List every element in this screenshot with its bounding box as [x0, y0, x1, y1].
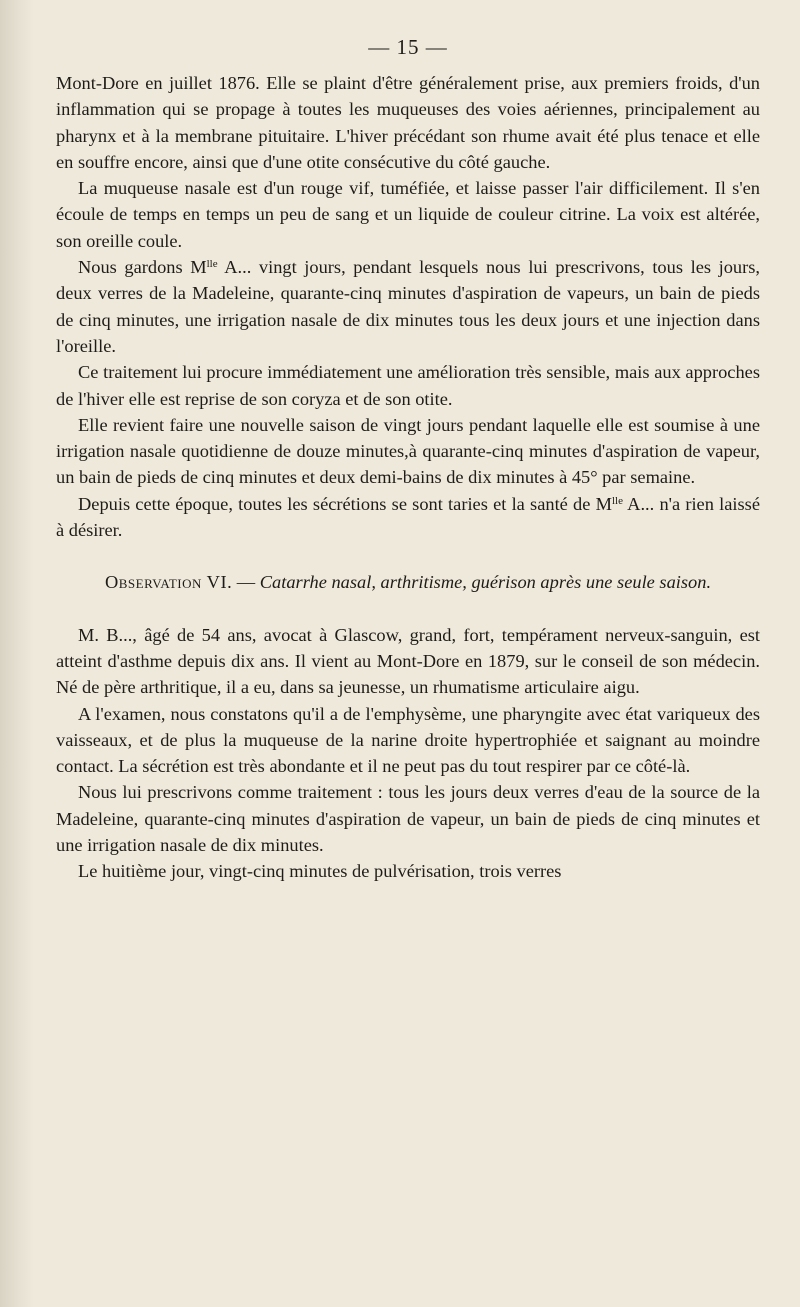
book-spine-shadow [0, 0, 34, 1307]
observation-title: Catarrhe nasal, arthritisme, guérison après une seule saison. [259, 572, 712, 593]
observation-heading: Observation VI. — Catarrhe nasal, arthritisme, guérison après une seule saison. [104, 572, 712, 593]
book-page [56, 34, 760, 885]
paragraph-5: Elle revient faire une nouvelle saison de vingt jours pendant laquelle elle est soumise à une irrigation nasale quotidienne de douze minutes,à quarante-cinq minutes d'aspiration de vapeur, un bain de pieds de cinq minutes et deux demi-bains de dix minutes à 45° par semaine. [56, 414, 760, 488]
page-number: — 15 — [368, 35, 448, 59]
paragraph-8: A l'examen, nous constatons qu'il a de l'emphysème, une pharyngite avec état variqueux des vaisseaux, et de plus la muqueuse de la narine droite hypertrophiée et saignant au moindre contact. La sécrétion est très abondante et il ne peut pas du tout respirer par ce côté-là. [56, 703, 760, 777]
paragraph-1: Mont-Dore en juillet 1876. Elle se plaint d'être généralement prise, aux premiers froids, d'un inflammation qui se propage à toutes les muqueuses des voies aériennes, principalement au pharynx et à la membrane pituitaire. L'hiver précédant son rhume avait été plus tenace et elle en souffre encore, ainsi que d'une otite consécutive du côté gauche. [56, 73, 760, 172]
paragraph-7: M. B..., âgé de 54 ans, avocat à Glascow, grand, fort, tempérament nerveux-sanguin, est atteint d'asthme depuis dix ans. Il vient au Mont-Dore en 1879, sur le conseil de son médecin. Né de père arthritique, il a eu, dans sa jeunesse, un rhumatisme articulaire aigu. [56, 624, 760, 698]
observation-label: Observation VI. [104, 572, 233, 593]
paragraph-4: Ce traitement lui procure immédiatement une amélioration très sensible, mais aux approches de l'hiver elle est reprise de son coryza et de son otite. [56, 362, 760, 409]
paragraph-9: Nous lui prescrivons comme traitement : tous les jours deux verres d'eau de la source de la Madeleine, quarante-cinq minutes d'aspiration de vapeur, un bain de pieds de cinq minutes et une irrigation nasale de dix minutes. [56, 782, 760, 856]
paragraph-2: La muqueuse nasale est d'un rouge vif, tuméfiée, et laisse passer l'air difficilement. Il s'en écoule de temps en temps un peu de sang et un liquide de couleur citrine. La voix est altérée, son oreille coule. [56, 178, 760, 251]
paragraph-10: Le huitième jour, vingt-cinq minutes de pulvérisation, trois verres [78, 861, 562, 882]
paragraph-6: Depuis cette époque, toutes les sécrétions se sont taries et la santé de $M^{lle}$ A... n'a rien laissé à désirer. [56, 493, 760, 541]
paragraph-3: Nous gardons $M^{lle}$ A... vingt jours, pendant lesquels nous lui prescrivons, tous les jours, deux verres de la Madeleine, quarante-cinq minutes d'aspiration de vapeurs, un bain de pieds de cinq minutes, une irrigation nasale de dix minutes tous les deux jours et une injection dans l'oreille. [56, 257, 760, 356]
